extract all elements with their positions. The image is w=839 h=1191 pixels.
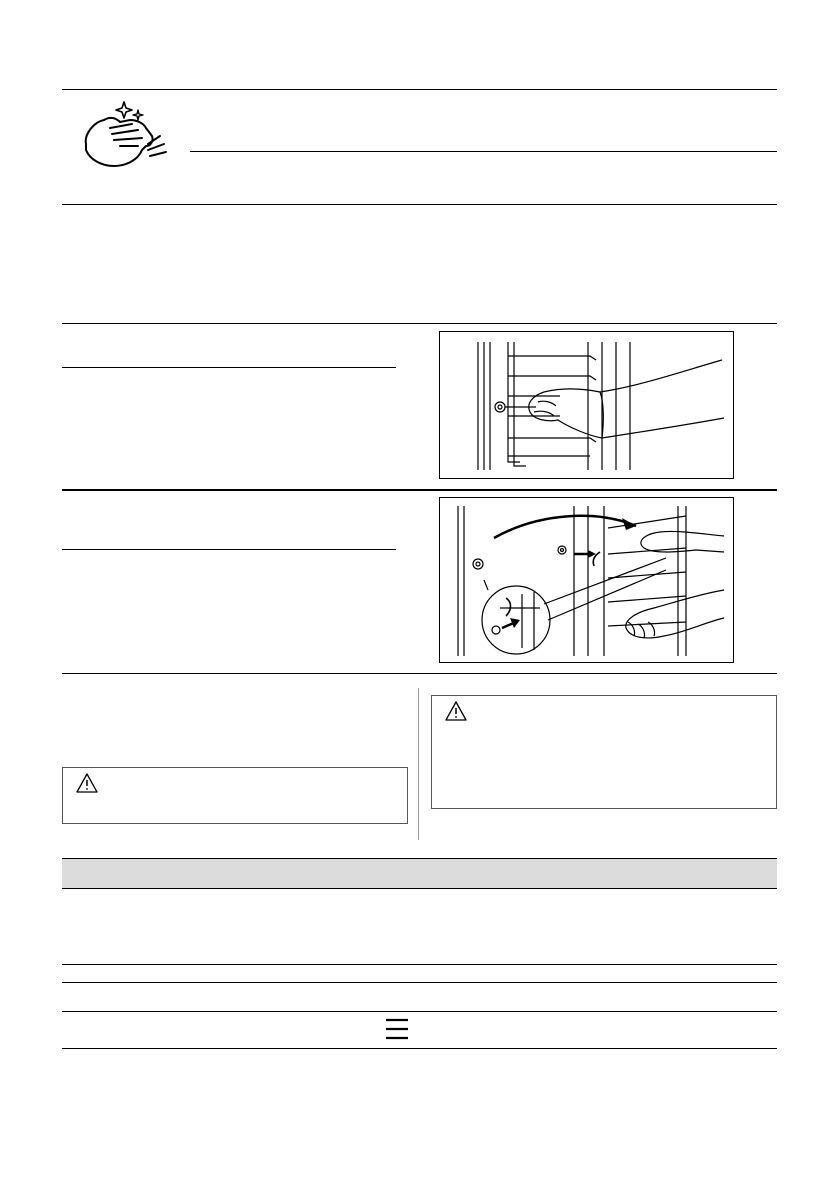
warning-triangle-icon — [445, 701, 467, 726]
figure-remove-shelf-support — [439, 331, 734, 479]
table-row-rule-2 — [62, 982, 777, 983]
rule-top — [62, 89, 777, 90]
rule-section-2 — [62, 323, 777, 324]
rule-care-subsection — [190, 151, 777, 152]
warning-box-left — [62, 767, 408, 824]
rule-step-2-sub — [62, 549, 396, 550]
rule-step-2 — [62, 489, 777, 491]
column-divider — [418, 688, 419, 840]
rule-step-1-sub — [62, 367, 396, 368]
cleaning-hand-icon — [80, 100, 168, 172]
warning-triangle-icon — [76, 773, 98, 798]
rule-section-1 — [62, 204, 777, 205]
menu-icon — [385, 1018, 409, 1040]
warning-box-right — [431, 695, 777, 809]
table-row-rule-1 — [62, 964, 777, 965]
rule-section-3 — [62, 673, 777, 674]
figure-install-shelf-support — [439, 497, 734, 663]
table-row-rule-4 — [62, 1048, 777, 1049]
table-row-rule-3 — [62, 1011, 777, 1012]
table-header-row — [62, 858, 777, 889]
